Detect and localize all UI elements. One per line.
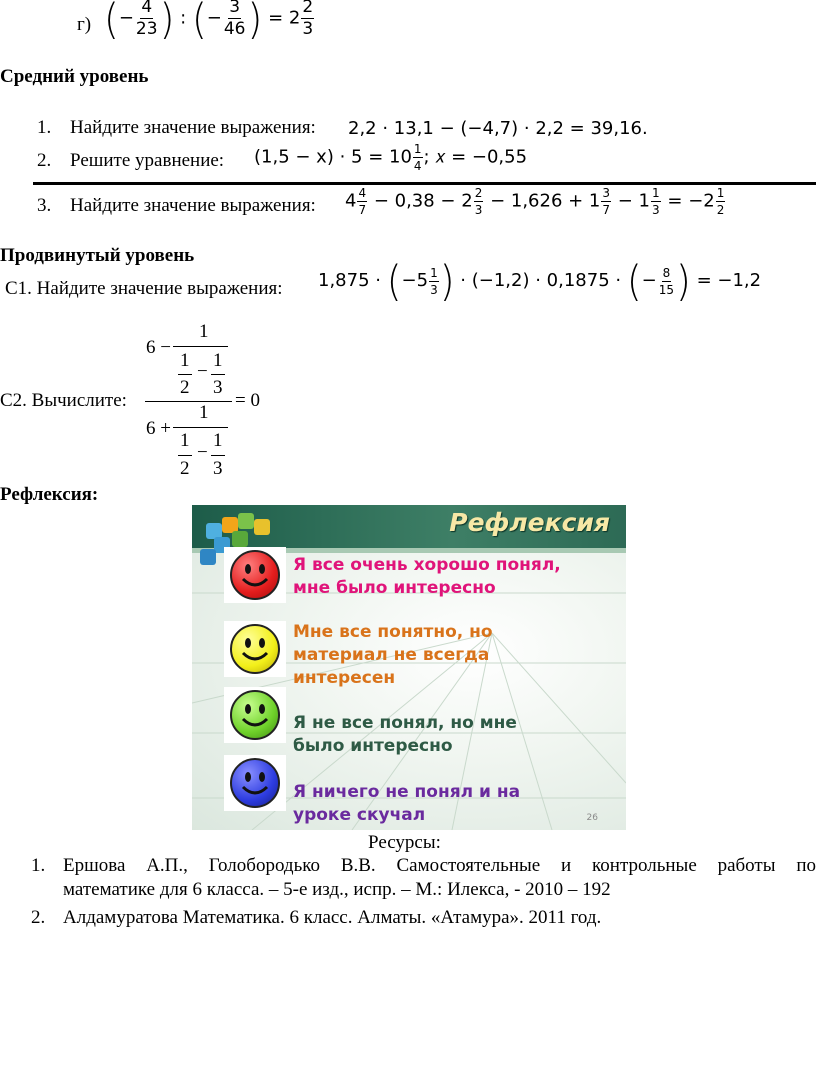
mid-item1-expression: 2,2 · 13,1 − (−4,7) · 2,2 = 39,16. (348, 118, 648, 139)
smiley-yellow-box (224, 621, 286, 677)
resource-2-line1: Алдамуратова Математика. 6 класс. Алматы. «Атамура». 2011 год. (63, 907, 602, 928)
resource-1-line1: Ершова А.П., Голобородько В.В. Самостоятельные и контрольные работы по (63, 855, 816, 876)
resource-1-number: 1. (31, 855, 46, 876)
c2-bar-third-b (211, 455, 225, 456)
c2-bar-top (173, 346, 228, 347)
reflection-row-4-line1: Я ничего не понял и на (293, 782, 521, 802)
blue-smiley-icon (230, 758, 280, 808)
decor-cube-icon (200, 549, 216, 565)
mid-item1-text: Найдите значение выражения: (70, 117, 316, 138)
reflection-row-2-line2: материал не всегда (293, 645, 490, 665)
reflection-row-2 (293, 621, 493, 690)
c2-two-den-b: 2 (180, 458, 190, 479)
c2-equals: = 0 (235, 390, 260, 411)
c2-inner-minus: − (197, 361, 208, 382)
reflection-row-4 (293, 781, 520, 827)
c1-expression: 1,875 · (−5 $\frac{1}{3}$ ) · (−1,2) · 0,1875 · (− $\frac{8}{15}$ ) = −1,2 (318, 256, 762, 306)
mid-item3-expression: 4 $\frac{4}{7}$ − 0,38 − 2 $\frac{2}{3}$ − 1,626 + 1 $\frac{3}{7}$ − 1 $\frac{1}{3}$ = −2 $\frac{1}{2}$ (345, 186, 725, 217)
c2-bar-half (178, 374, 192, 375)
mid-item3-text: Найдите значение выражения: (70, 195, 316, 216)
c2-bar-third (211, 374, 225, 375)
mid-item1-number: 1. (37, 117, 52, 138)
red-smiley-icon (230, 550, 280, 600)
c2-third-num: 1 (213, 350, 223, 371)
c2-complex-fraction (0, 0, 816, 500)
c2-main-bar (145, 401, 232, 402)
reflection-row-2-line1: Мне все понятно, но (293, 622, 493, 642)
c2-inner-minus-b: − (197, 442, 208, 463)
reflection-row-4-line2: уроке скучал (293, 805, 426, 825)
advanced-level-heading: Продвинутый уровень (0, 245, 195, 266)
decor-cube-icon (238, 513, 254, 529)
resources-heading: Ресурсы: (368, 832, 441, 853)
c2-three-den: 3 (213, 377, 223, 398)
resource-1-line2: математике для 6 класса. – 5-е изд., испр. – М.: Илекса, - 2010 – 192 (63, 879, 611, 900)
item-g-label: г) (77, 14, 92, 35)
mid-level-heading: Средний уровень (0, 66, 149, 87)
c2-half-num: 1 (180, 350, 190, 371)
smiley-green-box (224, 687, 286, 743)
c2-one-bottom: 1 (199, 402, 209, 423)
c2-one-top: 1 (199, 321, 209, 342)
reflection-row-3 (293, 712, 517, 758)
decor-cube-icon (232, 531, 248, 547)
mid-item2-number: 2. (37, 150, 52, 171)
slide-title: Рефлексия (449, 508, 610, 537)
c2-six-plus: 6 + (146, 418, 171, 439)
mid-item2-text: Решите уравнение: (70, 150, 225, 171)
c2-bar-bottom (173, 427, 228, 428)
reflection-row-2-line3: интересен (293, 668, 396, 688)
yellow-smiley-icon (230, 624, 280, 674)
reflection-heading: Рефлексия: (0, 484, 99, 505)
c2-two-den: 2 (180, 377, 190, 398)
green-smiley-icon (230, 690, 280, 740)
mid-item2-expression: (1,5 − x) · 5 = 10 $\frac{1}{4}$ ; 𝑥 = −0,55 (254, 142, 528, 173)
reflection-row-1-line1: Я все очень хорошо понял, (293, 555, 561, 575)
reflection-row-3-line2: было интересно (293, 736, 453, 756)
c2-label: С2. Вычислите: (0, 390, 127, 411)
resource-2-number: 2. (31, 907, 46, 928)
c2-bar-half-b (178, 455, 192, 456)
mid-item3-number: 3. (37, 195, 52, 216)
c2-three-den-b: 3 (213, 458, 223, 479)
reflection-row-1 (293, 554, 561, 600)
smiley-blue-box (224, 755, 286, 811)
smiley-red-box (224, 547, 286, 603)
reflection-slide (192, 505, 626, 830)
c2-third-num-b: 1 (213, 430, 223, 451)
c2-six-minus: 6 − (146, 337, 171, 358)
item-g-expression: (− $\frac{4}{23}$ ) : (− $\frac{3}{46}$ ) = 2 $\frac{2}{3}$ (104, 0, 314, 43)
c2-half-num-b: 1 (180, 430, 190, 451)
reflection-row-1-line2: мне было интересно (293, 578, 496, 598)
decor-cube-icon (254, 519, 270, 535)
slide-page-number: 26 (586, 813, 598, 823)
c1-label: С1. Найдите значение выражения: (5, 278, 283, 299)
reflection-row-3-line1: Я не все понял, но мне (293, 713, 517, 733)
